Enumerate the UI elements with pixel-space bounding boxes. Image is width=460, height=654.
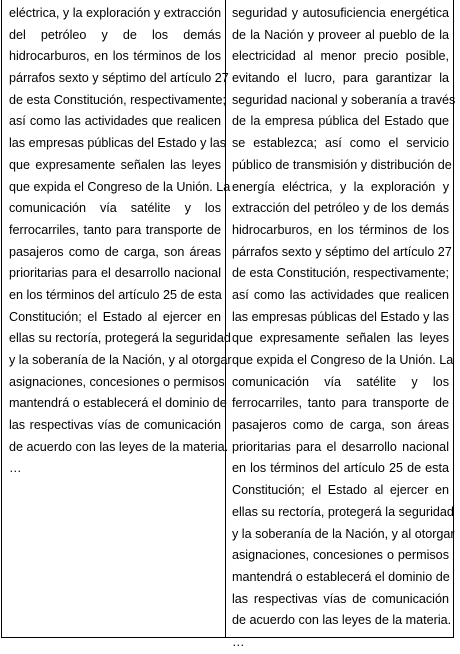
ellipsis: … — [232, 634, 245, 649]
text-line: que expida el Congreso de la Unión. La — [9, 179, 231, 194]
text-line: y la soberanía de la Nación, y al otorgar — [9, 353, 232, 367]
text-line: en los términos del artículo 25 de esta — [232, 461, 449, 476]
ellipsis: … — [9, 461, 22, 476]
text-line: ellas su rectoría, protegerá la seguridad — [232, 504, 454, 519]
text-line: así como las actividades que realicen — [9, 114, 221, 129]
text-line: extracción del petróleo y de los demás — [232, 201, 449, 216]
text-line: seguridad y autosuficiencia energética — [232, 6, 449, 20]
text-line: ferrocarriles, tanto para transporte de — [232, 396, 449, 411]
text-line: Constitución; el Estado al ejercer en — [9, 309, 221, 324]
text-line: así como las actividades que realicen — [232, 287, 449, 302]
right-column — [226, 0, 456, 649]
text-line: las respectivas vías de comunicación — [232, 591, 449, 606]
text-line: y la soberanía de la Nación, y al otorgar — [232, 526, 455, 541]
text-line: de esta Constitución, respectivamente; — [9, 92, 227, 107]
text-line: hidrocarburos, en los términos de los — [9, 49, 221, 64]
text-line: de esta Constitución, respectivamente; — [232, 266, 450, 281]
text-line: eléctrica, y la exploración y extracción — [9, 6, 222, 20]
text-line: seguridad nacional y soberanía a través — [232, 92, 456, 107]
text-line: energía eléctrica, y la exploración y — [232, 179, 449, 194]
text-line: de acuerdo con las leyes de la materia. — [232, 613, 452, 628]
text-line: que expresamente señalen las leyes — [232, 331, 449, 346]
text-line: mantendrá o establecerá el dominio de — [9, 396, 227, 411]
text-line: comunicación vía satélite y los — [9, 201, 221, 216]
text-line: hidrocarburos, en los términos de los — [232, 222, 449, 237]
text-line: asignaciones, concesiones o permisos — [232, 548, 449, 563]
text-line: de acuerdo con las leyes de la materia. — [9, 439, 229, 454]
text-line: párrafos sexto y séptimo del artículo 27 — [9, 71, 229, 86]
text-line: de la Nación y proveer al pueblo de la — [232, 27, 449, 42]
text-line: de la empresa pública del Estado que — [232, 114, 449, 129]
text-line: ellas su rectoría, protegerá la seguridad — [9, 331, 231, 346]
text-line: Constitución; el Estado al ejercer en — [232, 483, 449, 498]
comparison-table — [1, 0, 456, 649]
text-line: que expresamente señalen las leyes — [9, 157, 221, 172]
text-line: público de transmisión y distribución de — [232, 157, 452, 172]
text-line: mantendrá o establecerá el dominio de — [232, 569, 450, 584]
text-line: las respectivas vías de comunicación — [9, 418, 221, 433]
text-line: ferrocarriles, tanto para transporte de — [9, 222, 221, 237]
text-line: las empresas públicas del Estado y las — [9, 136, 227, 151]
text-line: se establezca; así como el servicio — [232, 136, 449, 151]
text-line: del petróleo y de los demás — [9, 27, 221, 42]
text-line: que expida el Congreso de la Unión. La — [232, 353, 454, 367]
text-line: asignaciones, concesiones o permisos — [9, 374, 225, 389]
text-line: pasajeros como de carga, son áreas — [9, 244, 221, 259]
text-line: comunicación vía satélite y los — [232, 374, 449, 389]
text-line: pasajeros como de carga, son áreas — [232, 418, 449, 433]
text-line: electricidad al menor precio posible, — [232, 49, 449, 64]
left-column — [2, 0, 232, 637]
text-line: prioritarias para el desarrollo nacional — [232, 439, 449, 454]
text-line: párrafos sexto y séptimo del artículo 27 — [232, 244, 452, 259]
text-line: en los términos del artículo 25 de esta — [9, 287, 222, 302]
text-line: las empresas públicas del Estado y las — [232, 309, 450, 324]
text-line: evitando el lucro, para garantizar la — [232, 71, 449, 86]
text-line: prioritarias para el desarrollo nacional — [9, 266, 221, 281]
